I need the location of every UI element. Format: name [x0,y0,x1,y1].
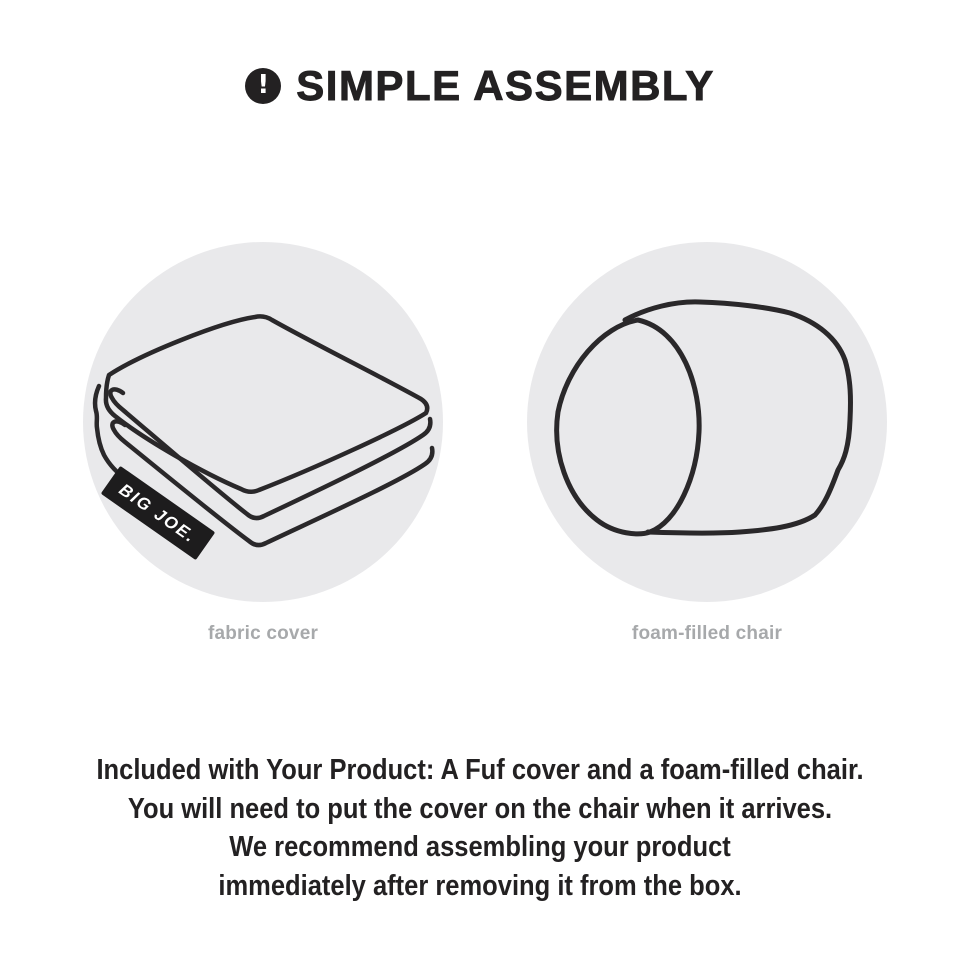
description [0,751,960,905]
figure-fabric-cover [83,242,443,645]
tag-label: BIG JOE. [115,479,200,547]
fabric-cover-illustration [83,242,443,602]
description-line-1: Included with Your Product: A Fuf cover and a foam-filled chair. [96,754,864,786]
figure-foam-filled-chair [527,242,887,645]
figures-row [0,242,960,662]
foam-chair-circle [527,242,887,602]
header [0,62,960,110]
fabric-cover-circle [83,242,443,602]
description-line-2: You will need to put the cover on the chair when it arrives. [127,792,833,825]
chair-body-outline [625,302,850,533]
description-line-4: immediately after removing it from the box. [218,869,742,902]
foam-chair-illustration [527,242,887,602]
exclamation-circle-icon [245,68,281,104]
figure-label-foam-chair: foam-filled chair [631,623,783,644]
exclamation-glyph: ! [257,70,270,100]
description-line-3: We recommend assembling your product [229,831,731,863]
page-title: SIMPLE ASSEMBLY [296,62,715,109]
chair-end-face [557,320,699,534]
figure-label-fabric-cover: fabric cover [207,623,319,644]
big-joe-tag [101,466,216,560]
